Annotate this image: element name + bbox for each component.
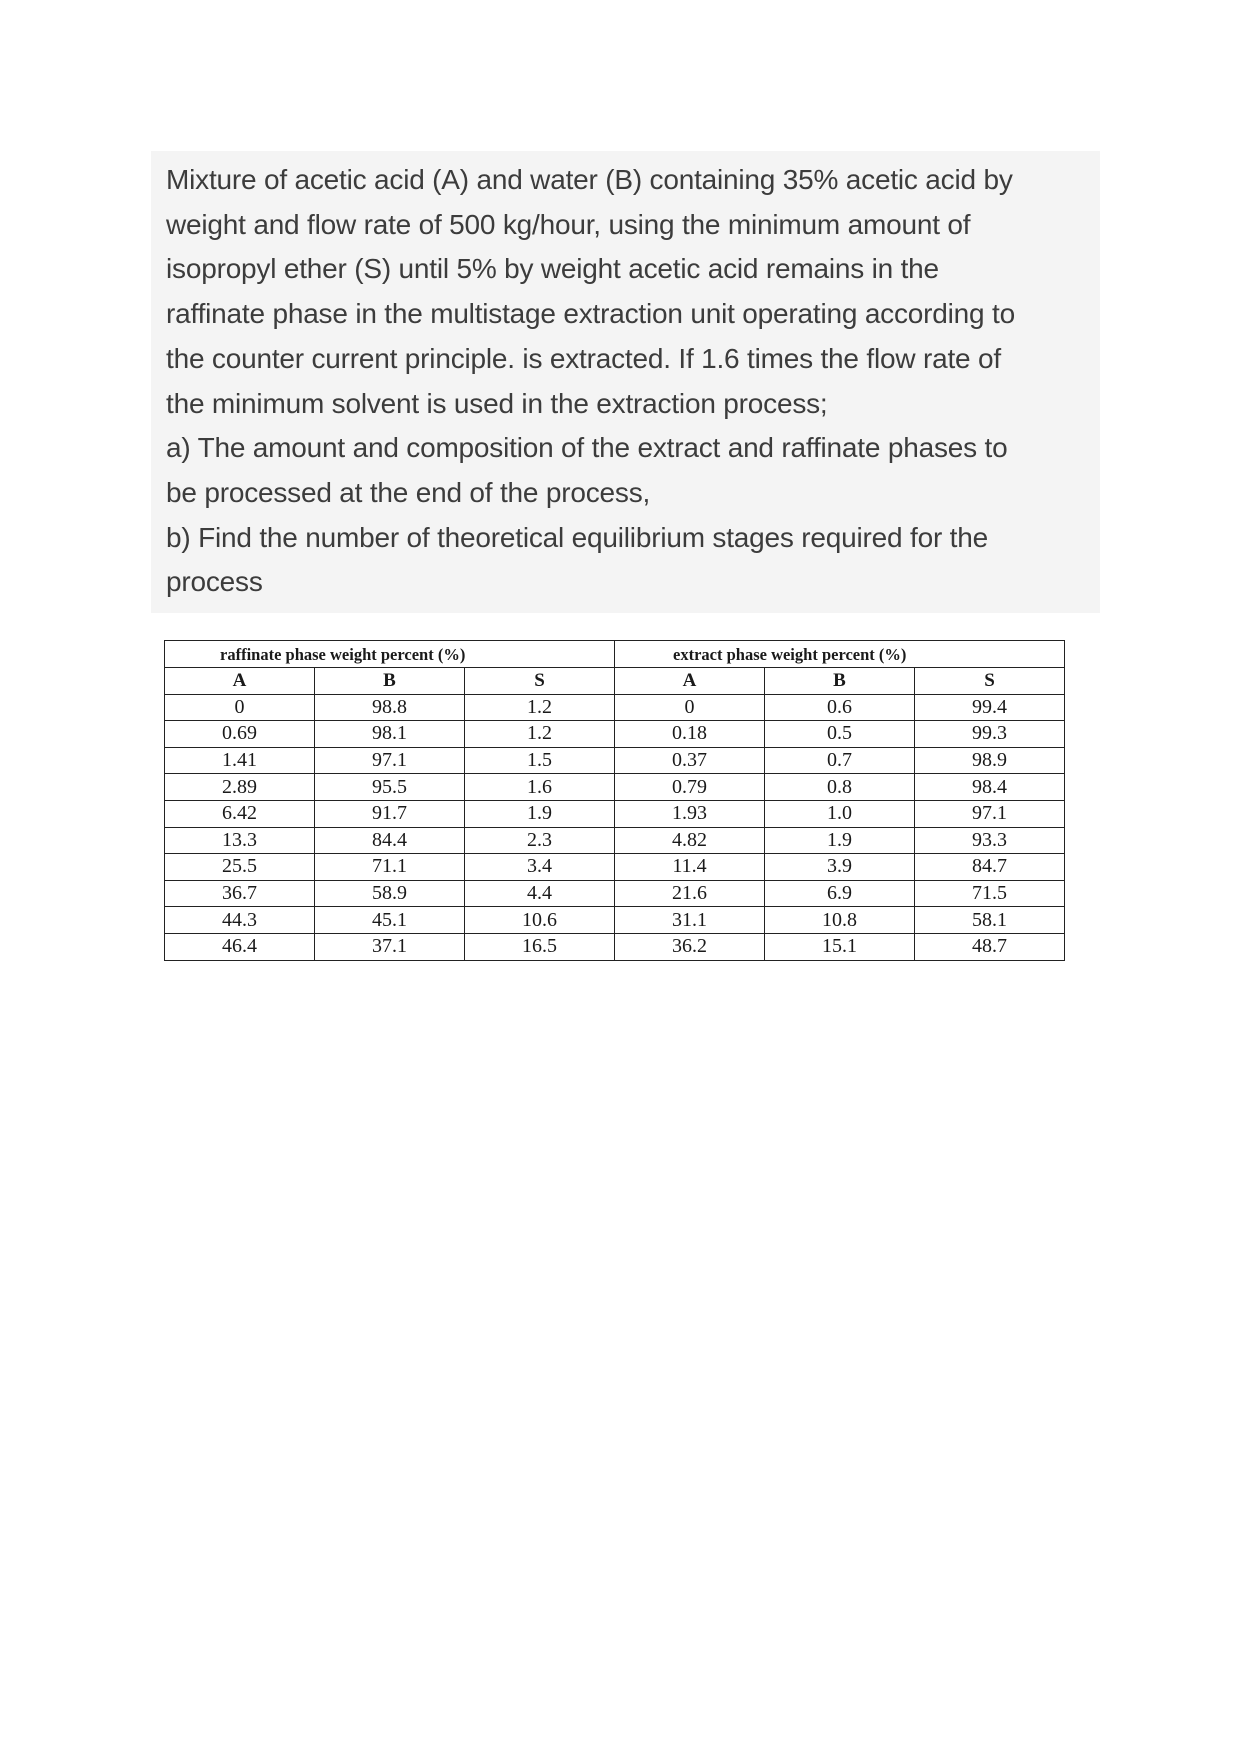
table-cell: 11.4 bbox=[615, 854, 765, 881]
table-cell: 98.4 bbox=[915, 774, 1065, 801]
table-cell: 0.69 bbox=[165, 721, 315, 748]
table-column-header-row bbox=[165, 668, 1065, 695]
column-header-raffinate-b: B bbox=[315, 668, 465, 695]
table-cell: 46.4 bbox=[165, 933, 315, 960]
table-row bbox=[165, 747, 1065, 774]
table-group-header-row bbox=[165, 641, 1065, 668]
table-cell: 91.7 bbox=[315, 800, 465, 827]
table-row bbox=[165, 694, 1065, 721]
column-header-extract-a: A bbox=[615, 668, 765, 695]
table-cell: 36.7 bbox=[165, 880, 315, 907]
table-cell: 6.42 bbox=[165, 800, 315, 827]
table-cell: 3.9 bbox=[765, 854, 915, 881]
table-cell: 93.3 bbox=[915, 827, 1065, 854]
table-cell: 95.5 bbox=[315, 774, 465, 801]
table-cell: 97.1 bbox=[915, 800, 1065, 827]
problem-line: raffinate phase in the multistage extraction unit operating according to bbox=[166, 298, 1015, 330]
table-row bbox=[165, 827, 1065, 854]
problem-line: the minimum solvent is used in the extraction process; bbox=[166, 387, 828, 419]
table-cell: 1.2 bbox=[465, 721, 615, 748]
table-cell: 2.89 bbox=[165, 774, 315, 801]
table-cell: 2.3 bbox=[465, 827, 615, 854]
column-header-raffinate-s: S bbox=[465, 668, 615, 695]
table-cell: 99.3 bbox=[915, 721, 1065, 748]
table-cell: 84.4 bbox=[315, 827, 465, 854]
table-cell: 0.8 bbox=[765, 774, 915, 801]
problem-line: the counter current principle. is extracted. If 1.6 times the flow rate of bbox=[166, 342, 1001, 374]
table-cell: 37.1 bbox=[315, 933, 465, 960]
column-header-raffinate-a: A bbox=[165, 668, 315, 695]
table-cell: 0 bbox=[165, 694, 315, 721]
table-cell: 44.3 bbox=[165, 907, 315, 934]
table-cell: 1.0 bbox=[765, 800, 915, 827]
table-cell: 0.5 bbox=[765, 721, 915, 748]
table-cell: 58.1 bbox=[915, 907, 1065, 934]
problem-line: process bbox=[166, 566, 263, 598]
table-cell: 0 bbox=[615, 694, 765, 721]
table-cell: 10.6 bbox=[465, 907, 615, 934]
table-cell: 58.9 bbox=[315, 880, 465, 907]
problem-line: isopropyl ether (S) until 5% by weight acetic acid remains in the bbox=[166, 253, 939, 285]
table-row bbox=[165, 907, 1065, 934]
table-cell: 0.18 bbox=[615, 721, 765, 748]
table-cell: 98.1 bbox=[315, 721, 465, 748]
table-cell: 25.5 bbox=[165, 854, 315, 881]
table-cell: 1.5 bbox=[465, 747, 615, 774]
problem-line: be processed at the end of the process, bbox=[166, 476, 651, 508]
table-cell: 13.3 bbox=[165, 827, 315, 854]
problem-line: Mixture of acetic acid (A) and water (B) containing 35% acetic acid by bbox=[166, 164, 1013, 195]
table-cell: 4.82 bbox=[615, 827, 765, 854]
raffinate-phase-header: raffinate phase weight percent (%) bbox=[165, 641, 615, 668]
problem-line: weight and flow rate of 500 kg/hour, using the minimum amount of bbox=[166, 208, 971, 240]
equilibrium-data-table bbox=[164, 640, 1065, 961]
table-cell: 1.41 bbox=[165, 747, 315, 774]
table-cell: 45.1 bbox=[315, 907, 465, 934]
table-cell: 0.6 bbox=[765, 694, 915, 721]
table-cell: 1.9 bbox=[765, 827, 915, 854]
table-cell: 15.1 bbox=[765, 933, 915, 960]
table-cell: 16.5 bbox=[465, 933, 615, 960]
column-header-extract-b: B bbox=[765, 668, 915, 695]
table-cell: 3.4 bbox=[465, 854, 615, 881]
table-cell: 10.8 bbox=[765, 907, 915, 934]
table-row bbox=[165, 774, 1065, 801]
table-row bbox=[165, 933, 1065, 960]
table-cell: 1.93 bbox=[615, 800, 765, 827]
table-row bbox=[165, 800, 1065, 827]
table-cell: 71.5 bbox=[915, 880, 1065, 907]
table-cell: 31.1 bbox=[615, 907, 765, 934]
table-cell: 21.6 bbox=[615, 880, 765, 907]
table-cell: 48.7 bbox=[915, 933, 1065, 960]
problem-line: b) Find the number of theoretical equilibrium stages required for the bbox=[166, 521, 988, 553]
table-row bbox=[165, 721, 1065, 748]
table-cell: 98.9 bbox=[915, 747, 1065, 774]
table-cell: 0.37 bbox=[615, 747, 765, 774]
table-cell: 36.2 bbox=[615, 933, 765, 960]
table-cell: 99.4 bbox=[915, 694, 1065, 721]
table-cell: 84.7 bbox=[915, 854, 1065, 881]
extract-phase-header: extract phase weight percent (%) bbox=[615, 641, 1065, 668]
table-cell: 6.9 bbox=[765, 880, 915, 907]
table-cell: 0.7 bbox=[765, 747, 915, 774]
table-cell: 1.9 bbox=[465, 800, 615, 827]
column-header-extract-s: S bbox=[915, 668, 1065, 695]
table-cell: 1.6 bbox=[465, 774, 615, 801]
table-cell: 1.2 bbox=[465, 694, 615, 721]
table-row bbox=[165, 854, 1065, 881]
problem-line: a) The amount and composition of the extract and raffinate phases to bbox=[166, 432, 1008, 464]
table-cell: 97.1 bbox=[315, 747, 465, 774]
table-cell: 98.8 bbox=[315, 694, 465, 721]
table-cell: 71.1 bbox=[315, 854, 465, 881]
problem-statement bbox=[151, 151, 1100, 613]
table-cell: 4.4 bbox=[465, 880, 615, 907]
table-cell: 0.79 bbox=[615, 774, 765, 801]
table-row bbox=[165, 880, 1065, 907]
